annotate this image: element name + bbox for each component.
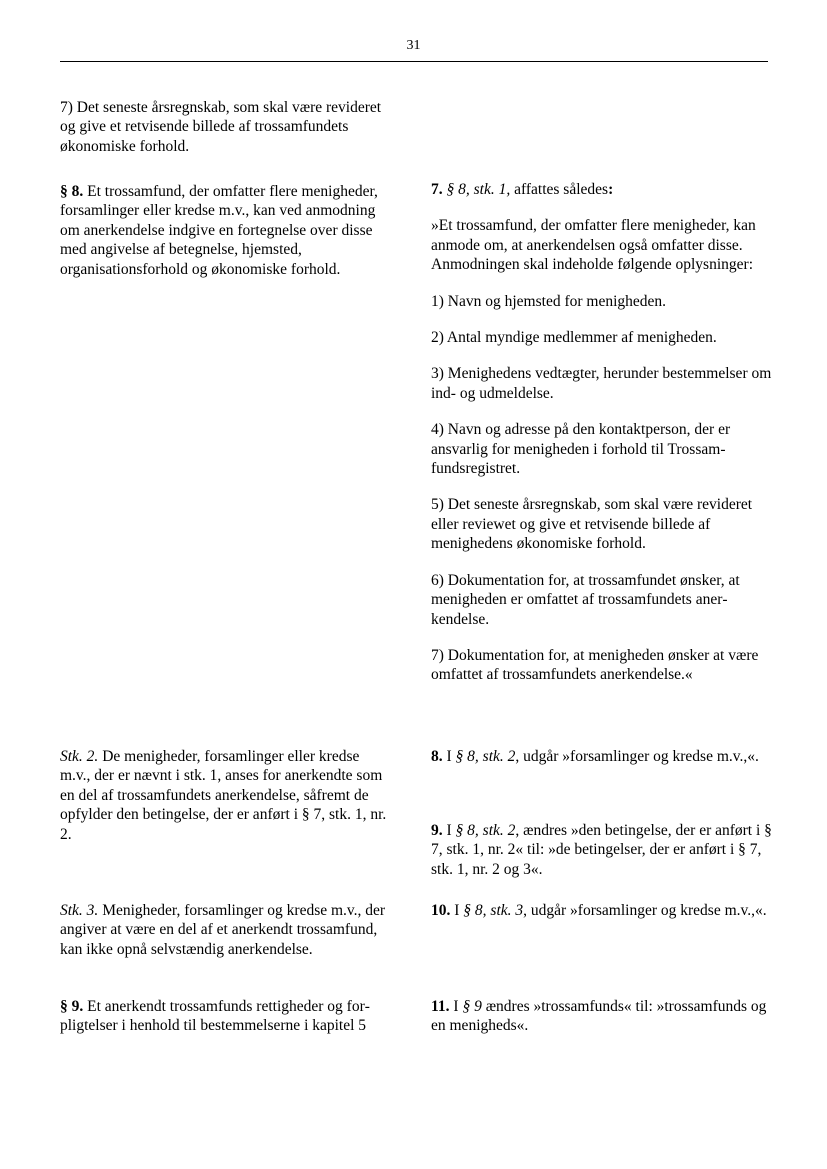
left-p1-text: 7) Det seneste årsregnskab, som skal være revideret og give et retvisende billede af trossamfundets økonomiske forhold. (60, 99, 382, 155)
item7-colon: : (608, 181, 614, 198)
section-9-label: § 9. (60, 998, 84, 1015)
item7-number: 7. (431, 181, 443, 198)
item11-number: 11. (431, 998, 450, 1015)
list-item: 6) Dokumentation for, at trossamfundet ønsker, at menigheden er omfattet af trossamfundets anerkendelse. (431, 571, 740, 628)
item11-pre: I (449, 998, 463, 1015)
amendment-10 (431, 901, 776, 920)
list-item: 2) Antal myndige medlemmer af menigheden. (431, 329, 717, 347)
section-8-text: Et trossamfund, der omfatter flere menigheder, forsamlinger eller kredse m.v., kan ved anmodning om anerkendelse indgive en fortegnelse over disse med angivelse af betegnelse, hjemsted, organisationsforhold og økonomiske forhold. (60, 183, 378, 278)
item7-reference: § 8, stk. 1, (446, 181, 511, 198)
item9-pre: I (442, 822, 456, 839)
item10-number: 10. (431, 902, 451, 919)
list-item: 7) Dokumentation for, at menigheden ønsker at være omfattet af trossamfundets anerkendelse.« (431, 646, 759, 684)
stk2-label: Stk. 2. (60, 748, 99, 765)
amendment-7-quote: »Et trossamfund, der omfatter flere menigheder, kan anmode om, at anerkendelsen også omfatter disse. Anmodningen skal indeholde følgende oplysninger: (431, 217, 756, 274)
amendment-9 (431, 821, 776, 879)
stk2-text: De menigheder, forsamlinger eller kredse m.v., der er nævnt i stk. 1, anses for anerkendte som en del af trossamfundets anerkendelse, såfremt de opfylder den betingelse, der er anført i § 7, stk. 1, nr. 2. (60, 748, 387, 843)
item9-reference: § 8, stk. 2 (455, 822, 516, 839)
item8-text: , udgår »forsamlinger og kredse m.v.,«. (515, 748, 759, 765)
item11-text: ændres »trossamfunds« til: »trossamfunds og en menigheds«. (431, 998, 767, 1035)
item10-pre: I (450, 902, 464, 919)
item11-reference: § 9 (462, 998, 482, 1015)
section-8-stk-3 (60, 901, 393, 959)
amendment-7 (431, 180, 776, 702)
list-item: 4) Navn og adresse på den kontaktperson, der er ansvarlig for menigheden i forhold til Trossamfundsregistret. (431, 421, 731, 478)
left-paragraph-7 (60, 98, 393, 156)
section-8-stk-2 (60, 747, 393, 844)
section-8 (60, 182, 393, 279)
stk3-label: Stk. 3. (60, 902, 99, 919)
section-9 (60, 997, 393, 1036)
header-rule (60, 61, 768, 62)
section-9-text: Et anerkendt trossamfunds rettigheder og forpligtelser i henhold til bestemmelserne i kapitel 5 (60, 998, 370, 1035)
list-item: 1) Navn og hjemsted for menigheden. (431, 292, 667, 310)
item9-text: , ændres »den betingelse, der er anført i § 7, stk. 1, nr. 2« til: »de betingelser, der er anført i § 7, stk. 1, nr. 2 og 3«. (431, 822, 772, 878)
item10-text: , udgår »forsamlinger og kredse m.v.,«. (523, 902, 767, 919)
section-8-label: § 8. (60, 183, 84, 200)
amendment-8 (431, 747, 776, 766)
item8-number: 8. (431, 748, 443, 765)
item10-reference: § 8, stk. 3 (463, 902, 524, 919)
item8-reference: § 8, stk. 2 (455, 748, 516, 765)
amendment-11 (431, 997, 776, 1036)
item8-pre: I (442, 748, 456, 765)
list-item: 5) Det seneste årsregnskab, som skal være revideret eller reviewet og give et retvisende billede af menighedens økonomiske forhold. (431, 496, 753, 553)
item7-text: affattes således (510, 181, 609, 198)
list-item: 3) Menighedens vedtægter, herunder bestemmelser om ind- og udmeldelse. (431, 365, 772, 402)
page-number: 31 (406, 38, 421, 53)
stk3-text: Menigheder, forsamlinger og kredse m.v., der angiver at være en del af et anerkendt trossamfund, kan ikke opnå selvstændig anerkendelse. (60, 902, 386, 958)
item9-number: 9. (431, 822, 443, 839)
